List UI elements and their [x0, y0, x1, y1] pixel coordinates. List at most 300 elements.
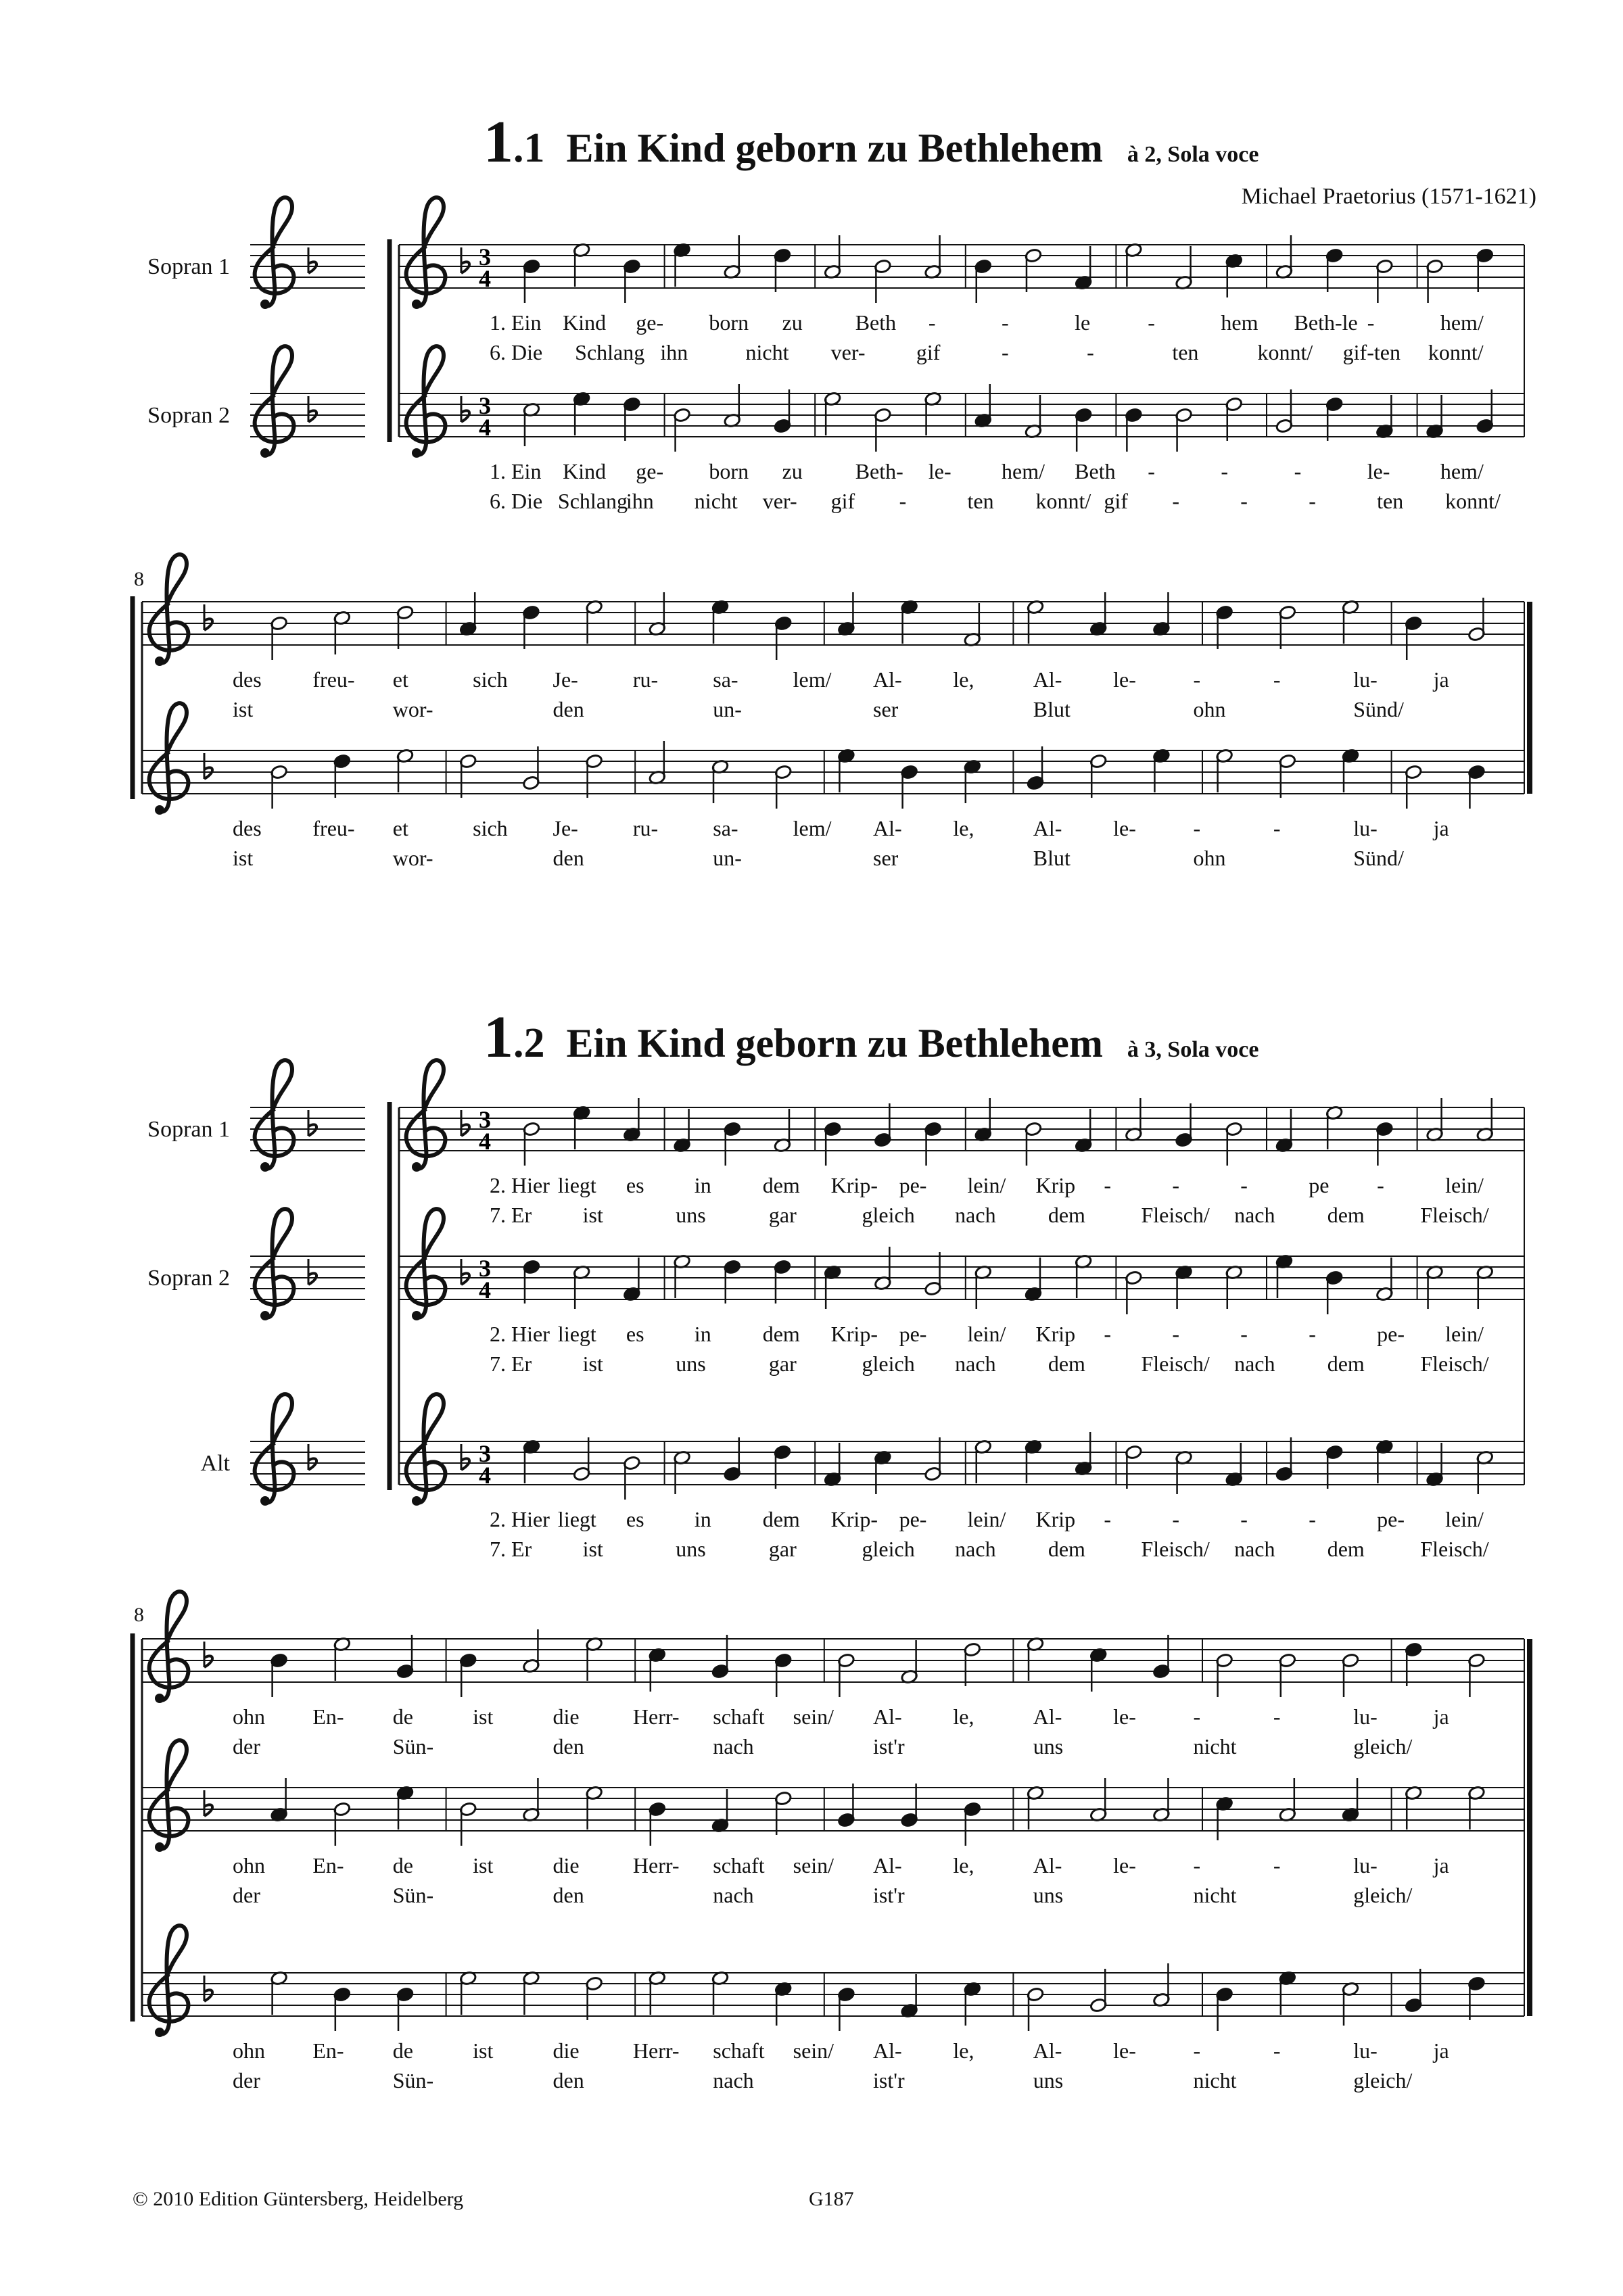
lyric-syllable: hem/	[1440, 310, 1484, 335]
lyric-syllable: die	[552, 1704, 580, 1729]
lyric-syllable: Je-	[552, 667, 578, 692]
piece-1-voice-label-sopran-1: Sopran 1	[147, 254, 230, 279]
lyric-syllable: konnt/	[1445, 489, 1501, 513]
lyric-syllable: nach	[1234, 1537, 1275, 1561]
lyric-syllable: -	[1104, 1173, 1112, 1197]
lyric-syllable: pe	[1309, 1173, 1330, 1197]
lyric-syllable: Sünd/	[1353, 697, 1404, 721]
treble-clef-icon	[149, 554, 189, 666]
lyric-syllable: -	[1367, 310, 1375, 335]
lyric-syllable: ser	[873, 697, 899, 721]
lyric-syllable: es	[626, 1322, 644, 1346]
lyric-syllable: lu-	[1353, 1853, 1378, 1878]
lyric-syllable: schaft	[713, 1853, 765, 1878]
lyric-syllable: -	[1193, 1853, 1201, 1878]
lyric-syllable: ohn	[1193, 846, 1226, 870]
lyric-syllable: -	[1221, 459, 1229, 483]
staff	[142, 1592, 1524, 1703]
piece-1-subtitle: à 2, Sola voce	[1127, 142, 1259, 167]
key-flat-icon	[461, 247, 469, 273]
lyric-syllable: ver-	[762, 489, 797, 513]
treble-clef-icon	[406, 197, 446, 309]
treble-clef-icon	[149, 703, 189, 815]
treble-clef-icon	[255, 346, 294, 458]
lyric-syllable: gar	[768, 1352, 797, 1376]
lyric-syllable: ohn	[1193, 697, 1226, 721]
lyric-syllable: hem/	[1002, 459, 1045, 483]
lyric-syllable: dem	[762, 1507, 800, 1531]
lyric-syllable: nicht	[745, 340, 789, 364]
lyric-syllable: Sün-	[392, 1734, 434, 1759]
treble-clef-icon	[406, 346, 446, 458]
lyric-syllable: nach	[1234, 1352, 1275, 1376]
lyric-syllable: Blut	[1033, 846, 1071, 870]
lyric-syllable: pe-	[899, 1322, 927, 1346]
lyric-syllable: uns	[1033, 2068, 1064, 2092]
lyric-syllable: uns	[1033, 1883, 1064, 1907]
staff	[399, 197, 1524, 309]
lyric-syllable: ten	[1172, 340, 1199, 364]
lyric-syllable: die	[552, 1853, 580, 1878]
lyric-syllable: Krip	[1035, 1507, 1076, 1531]
treble-clef-icon	[255, 197, 294, 309]
lyric-syllable: gleich/	[1353, 1883, 1413, 1907]
lyric-syllable: Al-	[873, 816, 902, 840]
lyric-syllable: -	[1309, 1507, 1316, 1531]
lyric-syllable: -	[1240, 1322, 1248, 1346]
lyric-syllable: Kind	[563, 310, 607, 335]
staff	[142, 1740, 1524, 1852]
lyric-syllable: pe-	[1377, 1507, 1405, 1531]
lyric-syllable: sa-	[713, 816, 738, 840]
time-signature-numerator: 3	[479, 1440, 491, 1467]
lyric-syllable: 2. Hier	[490, 1507, 550, 1531]
lyric-syllable: Je-	[552, 816, 578, 840]
lyric-syllable: lein/	[967, 1173, 1006, 1197]
lyric-syllable: ten	[1377, 489, 1404, 513]
lyric-syllable: wor-	[392, 697, 433, 721]
treble-clef-icon	[406, 1060, 446, 1172]
piece-2-number: 1	[484, 1005, 513, 1070]
lyric-syllable: Herr-	[632, 1704, 680, 1729]
lyric-syllable: den	[552, 697, 584, 721]
key-flat-icon	[204, 1790, 212, 1816]
lyric-syllable: liegt	[557, 1322, 596, 1346]
time-signature-numerator: 3	[479, 1255, 491, 1282]
lyric-syllable: wor-	[392, 846, 433, 870]
lyric-syllable: sich	[473, 816, 508, 840]
lyric-syllable: le-	[928, 459, 951, 483]
lyric-syllable: le	[1075, 310, 1091, 335]
lyric-syllable: Krip-	[830, 1173, 878, 1197]
time-signature-denominator: 4	[479, 1462, 491, 1489]
lyric-syllable: le-	[1367, 459, 1390, 483]
time-signature-numerator: 3	[479, 392, 491, 419]
lyric-syllable: den	[552, 1883, 584, 1907]
piece-1-measure-number: 8	[134, 568, 144, 590]
lyric-syllable: gif	[830, 489, 855, 513]
lyric-syllable: -	[1087, 340, 1094, 364]
lyric-syllable: in	[694, 1322, 711, 1346]
key-flat-icon	[308, 247, 316, 273]
lyric-syllable: 2. Hier	[490, 1173, 550, 1197]
lyric-syllable: -	[928, 310, 936, 335]
lyric-syllable: nach	[1234, 1203, 1275, 1227]
lyric-syllable: nicht	[694, 489, 738, 513]
staff	[399, 1394, 1524, 1506]
lyric-syllable: ist'r	[873, 1883, 905, 1907]
piece-2-number-suffix: .2	[513, 1020, 545, 1066]
treble-clef-icon	[406, 1394, 446, 1506]
lyric-syllable: ge-	[636, 459, 664, 483]
lyric-syllable: der	[233, 1734, 260, 1759]
lyric-syllable: sein/	[793, 1704, 834, 1729]
lyric-syllable: 6. Die	[490, 340, 543, 364]
lyric-syllable: Fleisch/	[1420, 1537, 1489, 1561]
lyric-syllable: des	[233, 816, 262, 840]
lyric-syllable: der	[233, 1883, 260, 1907]
lyric-syllable: dem	[1048, 1203, 1085, 1227]
key-flat-icon	[461, 1110, 469, 1136]
lyric-syllable: Al-	[873, 667, 902, 692]
lyric-syllable: konnt/	[1428, 340, 1484, 364]
lyric-syllable: lein/	[967, 1322, 1006, 1346]
lyric-syllable: Krip	[1035, 1322, 1076, 1346]
lyric-syllable: de	[392, 1853, 413, 1878]
lyric-syllable: -	[1002, 310, 1009, 335]
lyric-syllable: ist	[473, 2038, 494, 2063]
key-flat-icon	[308, 1444, 316, 1470]
lyric-syllable: Sün-	[392, 2068, 434, 2092]
lyric-syllable: gif	[916, 340, 941, 364]
lyric-syllable: freu-	[312, 816, 355, 840]
lyric-syllable: ten	[967, 489, 994, 513]
lyric-syllable: ser	[873, 846, 899, 870]
treble-clef-icon	[149, 1592, 189, 1703]
lyric-syllable: -	[1172, 1507, 1179, 1531]
lyric-syllable: -	[1193, 816, 1201, 840]
lyric-syllable: -	[1377, 1173, 1384, 1197]
key-flat-icon	[204, 1976, 212, 2001]
lyric-syllable: lein/	[967, 1507, 1006, 1531]
lyric-syllable: ohn	[233, 1853, 265, 1878]
lyric-syllable: freu-	[312, 667, 355, 692]
lyric-syllable: born	[709, 459, 749, 483]
lyric-syllable: -	[1172, 1173, 1179, 1197]
lyric-syllable: gleich/	[1353, 2068, 1413, 2092]
lyric-syllable: Al-	[1033, 667, 1062, 692]
lyric-syllable: hem	[1221, 310, 1259, 335]
lyric-syllable: -	[899, 489, 907, 513]
lyric-syllable: nach	[713, 1734, 754, 1759]
lyric-syllable: in	[694, 1173, 711, 1197]
lyric-syllable: liegt	[557, 1173, 596, 1197]
treble-clef-icon	[255, 1209, 294, 1320]
incipit-staff	[250, 197, 365, 309]
treble-clef-icon	[255, 1060, 294, 1172]
lyric-syllable: uns	[676, 1203, 706, 1227]
lyric-syllable: le-	[1113, 1704, 1136, 1729]
lyric-syllable: ge-	[636, 310, 664, 335]
incipit-staff	[250, 1394, 365, 1506]
staff	[142, 1926, 1524, 2037]
lyric-syllable: dem	[762, 1322, 800, 1346]
lyric-syllable: Sün-	[392, 1883, 434, 1907]
lyric-syllable: Fleisch/	[1141, 1352, 1210, 1376]
lyric-syllable: dem	[1327, 1537, 1365, 1561]
lyric-syllable: Kind	[563, 459, 607, 483]
key-flat-icon	[461, 396, 469, 422]
piece-1-number-suffix: .1	[513, 125, 545, 171]
lyric-syllable: born	[709, 310, 749, 335]
incipit-staff	[250, 1209, 365, 1320]
catalog-number: G187	[809, 2188, 854, 2210]
lyric-syllable: ist'r	[873, 2068, 905, 2092]
lyric-syllable: ist	[233, 697, 254, 721]
treble-clef-icon	[406, 1209, 446, 1320]
treble-clef-icon	[149, 1926, 189, 2037]
lyric-syllable: nicht	[1193, 1734, 1237, 1759]
lyric-syllable: gleich	[862, 1352, 915, 1376]
incipit-staff	[250, 1060, 365, 1172]
lyric-syllable: Al-	[873, 2038, 902, 2063]
piece-2-voice-label-alt: Alt	[200, 1451, 230, 1476]
lyric-syllable: des	[233, 667, 262, 692]
lyric-syllable: dem	[762, 1173, 800, 1197]
lyric-syllable: le,	[953, 667, 974, 692]
lyric-syllable: Al-	[1033, 2038, 1062, 2063]
lyric-syllable: Fleisch/	[1141, 1203, 1210, 1227]
time-signature-numerator: 3	[479, 243, 491, 270]
lyric-syllable: hem/	[1440, 459, 1484, 483]
staff	[142, 554, 1524, 666]
piece-2-title-block	[484, 1003, 1259, 1072]
lyric-syllable: 1. Ein	[490, 310, 542, 335]
lyric-syllable: gleich	[862, 1537, 915, 1561]
key-flat-icon	[308, 1110, 316, 1136]
piece-2-title: Ein Kind geborn zu Bethlehem	[566, 1021, 1103, 1066]
treble-clef-icon	[149, 1740, 189, 1852]
lyric-syllable: die	[552, 2038, 580, 2063]
piece-2-subtitle: à 3, Sola voce	[1127, 1037, 1259, 1062]
lyric-syllable: ist	[473, 1853, 494, 1878]
lyric-syllable: Herr-	[632, 2038, 680, 2063]
lyric-syllable: 7. Er	[490, 1203, 532, 1227]
key-flat-icon	[204, 1642, 212, 1667]
lyric-syllable: 7. Er	[490, 1352, 532, 1376]
lyric-syllable: zu	[782, 459, 803, 483]
lyric-syllable: lu-	[1353, 1704, 1378, 1729]
lyric-syllable: -	[1273, 816, 1281, 840]
lyric-syllable: -	[1240, 1173, 1248, 1197]
lyric-syllable: ja	[1433, 667, 1449, 692]
lyric-syllable: -	[1309, 1322, 1316, 1346]
lyric-syllable: lem/	[793, 816, 832, 840]
lyric-syllable: lein/	[1445, 1507, 1484, 1531]
lyric-syllable: lu-	[1353, 667, 1378, 692]
lyric-syllable: ja	[1433, 2038, 1449, 2063]
lyric-syllable: ihn	[660, 340, 688, 364]
lyric-syllable: schaft	[713, 1704, 765, 1729]
lyric-syllable: En-	[312, 1704, 344, 1729]
lyric-syllable: dem	[1327, 1352, 1365, 1376]
lyric-syllable: de	[392, 1704, 413, 1729]
lyric-syllable: En-	[312, 2038, 344, 2063]
lyric-syllable: gar	[768, 1203, 797, 1227]
lyric-syllable: Herr-	[632, 1853, 680, 1878]
lyric-syllable: un-	[713, 697, 742, 721]
lyric-syllable: Fleisch/	[1420, 1352, 1489, 1376]
key-flat-icon	[204, 604, 212, 630]
lyric-syllable: liegt	[557, 1507, 596, 1531]
lyric-syllable: ru-	[632, 667, 659, 692]
lyric-syllable: nicht	[1193, 1883, 1237, 1907]
key-flat-icon	[461, 1259, 469, 1285]
lyric-syllable: -	[1172, 489, 1179, 513]
time-signature-denominator: 4	[479, 414, 491, 441]
lyric-syllable: ist	[473, 1704, 494, 1729]
time-signature-denominator: 4	[479, 265, 491, 292]
lyric-syllable: sein/	[793, 1853, 834, 1878]
lyric-syllable: ru-	[632, 816, 659, 840]
lyric-syllable: gleich	[862, 1203, 915, 1227]
lyric-syllable: sa-	[713, 667, 738, 692]
lyric-syllable: -	[1172, 1322, 1179, 1346]
composer: Michael Praetorius (1571-1621)	[1241, 184, 1536, 209]
lyric-syllable: En-	[312, 1853, 344, 1878]
lyric-syllable: Beth-le	[1294, 310, 1358, 335]
lyric-syllable: lu-	[1353, 2038, 1378, 2063]
lyric-syllable: le,	[953, 2038, 974, 2063]
lyric-syllable: 1. Ein	[490, 459, 542, 483]
lyric-syllable: Blut	[1033, 697, 1071, 721]
lyric-syllable: -	[1240, 1507, 1248, 1531]
lyric-syllable: 7. Er	[490, 1537, 532, 1561]
lyric-syllable: gleich/	[1353, 1734, 1413, 1759]
lyric-syllable: ihn	[626, 489, 654, 513]
lyric-syllable: -	[1148, 310, 1155, 335]
lyric-syllable: Al-	[1033, 1704, 1062, 1729]
lyric-syllable: ver-	[830, 340, 866, 364]
lyric-syllable: ohn	[233, 2038, 265, 2063]
lyric-syllable: ist'r	[873, 1734, 905, 1759]
lyric-syllable: es	[626, 1507, 644, 1531]
incipit-staff	[250, 346, 365, 458]
lyric-syllable: Schlang	[557, 489, 628, 513]
lyric-syllable: nach	[713, 2068, 754, 2092]
key-flat-icon	[308, 396, 316, 422]
lyric-syllable: ist	[582, 1537, 603, 1561]
lyric-syllable: un-	[713, 846, 742, 870]
lyric-syllable: -	[1002, 340, 1009, 364]
system-4	[133, 1633, 1530, 2092]
lyric-syllable: in	[694, 1507, 711, 1531]
lyric-syllable: Schlang	[575, 340, 645, 364]
lyric-syllable: le-	[1113, 2038, 1136, 2063]
lyric-syllable: ohn	[233, 1704, 265, 1729]
lyric-syllable: pe-	[1377, 1322, 1405, 1346]
lyric-syllable: Beth-	[855, 459, 903, 483]
piece-1-title: Ein Kind geborn zu Bethlehem	[566, 126, 1103, 170]
piece-2-voice-label-sopran-2: Sopran 2	[147, 1266, 230, 1291]
lyric-syllable: uns	[676, 1537, 706, 1561]
lyric-syllable: nicht	[1193, 2068, 1237, 2092]
lyric-syllable: lein/	[1445, 1322, 1484, 1346]
lyric-syllable: lu-	[1353, 816, 1378, 840]
lyric-syllable: konnt/	[1257, 340, 1313, 364]
lyric-syllable: Al-	[1033, 1853, 1062, 1878]
staff	[399, 1060, 1524, 1172]
lyric-syllable: Sünd/	[1353, 846, 1404, 870]
lyric-syllable: nach	[955, 1537, 996, 1561]
lyric-syllable: gif-ten	[1342, 340, 1401, 364]
lyric-syllable: Fleisch/	[1420, 1203, 1489, 1227]
key-flat-icon	[204, 753, 212, 779]
lyric-syllable: -	[1294, 459, 1302, 483]
lyric-syllable: le-	[1113, 816, 1136, 840]
lyric-syllable: Fleisch/	[1141, 1537, 1210, 1561]
lyric-syllable: -	[1273, 667, 1281, 692]
lyric-syllable: -	[1148, 459, 1155, 483]
lyric-syllable: Al-	[1033, 816, 1062, 840]
staff	[142, 703, 1524, 815]
piece-1-voice-label-sopran-2: Sopran 2	[147, 403, 230, 428]
lyric-syllable: de	[392, 2038, 413, 2063]
time-signature-denominator: 4	[479, 1276, 491, 1304]
lyric-syllable: konnt/	[1035, 489, 1091, 513]
lyric-syllable: -	[1240, 489, 1248, 513]
lyric-syllable: dem	[1327, 1203, 1365, 1227]
lyric-syllable: zu	[782, 310, 803, 335]
piece-2-measure-number: 8	[134, 1604, 144, 1626]
lyric-syllable: ist	[582, 1352, 603, 1376]
lyric-syllable: le,	[953, 1704, 974, 1729]
lyric-syllable: gar	[768, 1537, 797, 1561]
lyric-syllable: pe-	[899, 1507, 927, 1531]
lyric-syllable: sein/	[793, 2038, 834, 2063]
lyric-syllable: nach	[955, 1352, 996, 1376]
lyric-syllable: ja	[1433, 1704, 1449, 1729]
piece-2-voice-label-sopran-1: Sopran 1	[147, 1117, 230, 1142]
lyric-syllable: -	[1193, 1704, 1201, 1729]
lyric-syllable: schaft	[713, 2038, 765, 2063]
piece-1-number: 1	[484, 110, 513, 175]
lyric-syllable: Beth	[855, 310, 897, 335]
lyric-syllable: ist	[233, 846, 254, 870]
lyric-syllable: -	[1193, 2038, 1201, 2063]
lyric-syllable: ja	[1433, 816, 1449, 840]
lyric-syllable: Krip	[1035, 1173, 1076, 1197]
lyric-syllable: sich	[473, 667, 508, 692]
lyric-syllable: den	[552, 846, 584, 870]
lyric-syllable: Krip-	[830, 1507, 878, 1531]
lyric-syllable: nach	[713, 1883, 754, 1907]
lyric-syllable: Al-	[873, 1853, 902, 1878]
time-signature-numerator: 3	[479, 1106, 491, 1133]
lyric-syllable: gif	[1104, 489, 1128, 513]
time-signature-denominator: 4	[479, 1128, 491, 1155]
lyric-syllable: nach	[955, 1203, 996, 1227]
lyric-syllable: uns	[1033, 1734, 1064, 1759]
lyric-syllable: -	[1273, 1704, 1281, 1729]
lyric-syllable: le,	[953, 1853, 974, 1878]
piece-1-title-block	[484, 108, 1259, 176]
lyric-syllable: den	[552, 2068, 584, 2092]
lyric-syllable: dem	[1048, 1537, 1085, 1561]
lyric-syllable: -	[1309, 489, 1316, 513]
lyric-syllable: -	[1273, 1853, 1281, 1878]
lyric-syllable: ist	[582, 1203, 603, 1227]
